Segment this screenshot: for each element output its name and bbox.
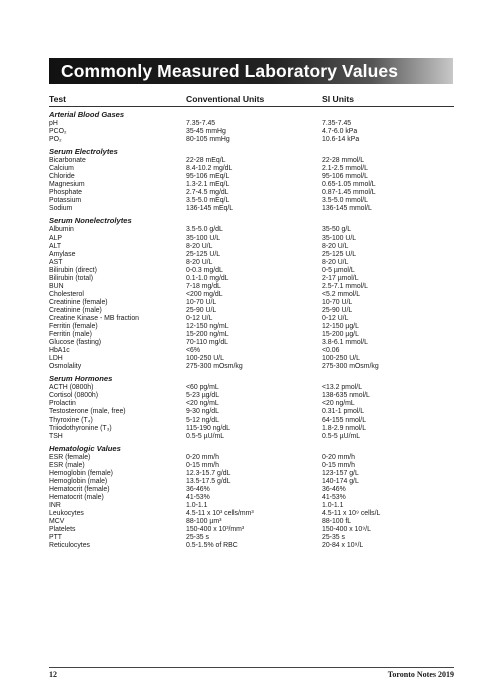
section: [49, 444, 454, 551]
si-value: 41-53%: [322, 493, 346, 501]
table-row: [49, 205, 454, 213]
si-value: 3.5-5.0 mmol/L: [322, 197, 368, 205]
table-row: [49, 283, 454, 291]
source-label: Toronto Notes 2019: [387, 670, 454, 679]
test-name: Bilirubin (total): [49, 274, 94, 282]
page-title: Commonly Measured Laboratory Values: [61, 60, 399, 81]
conventional-value: 3.5-5.0 g/dL: [186, 226, 223, 234]
conventional-value: 150-400 x 10³/mm³: [186, 526, 245, 534]
test-name: Ferritin (female): [49, 323, 98, 331]
table-row: [49, 363, 454, 371]
test-name: HbA1c: [49, 347, 70, 355]
table-row: [49, 526, 454, 534]
si-value: <20 ng/mL: [322, 400, 355, 408]
test-name: INR: [49, 501, 61, 509]
table-row: [49, 425, 454, 433]
conventional-value: 5-12 ng/dL: [186, 416, 219, 424]
table-row: [49, 470, 454, 478]
test-name: ACTH (0800h): [49, 384, 94, 392]
conventional-value: 1.3-2.1 mEq/L: [186, 181, 230, 189]
table-row: [49, 400, 454, 408]
table-row: [49, 299, 454, 307]
table-row: [49, 251, 454, 259]
test-name: Testosterone (male, free): [49, 408, 126, 416]
table-row: [49, 165, 454, 173]
test-name: PTT: [49, 534, 63, 542]
table-row: [49, 197, 454, 205]
test-name: PCO₂: [49, 128, 67, 136]
table-row: [49, 181, 454, 189]
table-row: [49, 408, 454, 416]
si-value: 0-20 mm/h: [322, 453, 355, 461]
conventional-value: 7-18 mg/dL: [186, 282, 221, 290]
si-value: 0-15 mm/h: [322, 461, 355, 469]
conventional-value: 136-145 mEq/L: [186, 205, 234, 213]
si-value: 0.31-1 pmol/L: [322, 408, 365, 416]
test-name: Leukocytes: [49, 509, 84, 517]
table-row: [49, 128, 454, 136]
test-name: Cholesterol: [49, 290, 84, 298]
si-value: 15-200 µg/L: [322, 331, 359, 339]
test-name: pH: [49, 120, 58, 127]
section: [49, 147, 454, 213]
test-name: PO₂: [49, 136, 62, 144]
test-name: Bilirubin (direct): [49, 266, 97, 274]
si-value: 3.8-6.1 mmol/L: [322, 339, 368, 347]
conventional-value: 5-23 µg/dL: [186, 392, 220, 400]
test-name: Triiodothyronine (T₃): [49, 424, 112, 432]
conventional-value: 0.5-5 µU/mL: [186, 432, 225, 440]
si-value: 25-35 s: [322, 534, 345, 542]
table-row: [49, 518, 454, 526]
test-name: Bicarbonate: [49, 157, 86, 165]
si-value: 7.35-7.45: [322, 120, 352, 127]
si-value: 95-106 mmol/L: [322, 173, 368, 181]
test-name: Hemoglobin (female): [49, 469, 113, 477]
section-title: Serum Hormones: [49, 374, 113, 384]
conventional-value: <200 mg/dL: [186, 290, 223, 298]
test-name: Potassium: [49, 197, 82, 205]
conventional-value: 12.3-15.7 g/dL: [186, 469, 231, 477]
conventional-value: 10-70 U/L: [186, 298, 217, 306]
conventional-value: 0.5-1.5% of RBC: [186, 542, 238, 550]
test-name: ALT: [49, 242, 62, 250]
test-name: Ferritin (male): [49, 331, 92, 339]
table-row: [49, 136, 454, 144]
table-row: [49, 392, 454, 400]
test-name: Magnesium: [49, 181, 85, 189]
section-title: Serum Electrolytes: [49, 147, 118, 157]
si-value: 4.5-11 x 10⁹ cells/L: [322, 509, 381, 517]
conventional-value: 22-28 mEq/L: [186, 157, 226, 165]
si-value: 1.0-1.1: [322, 501, 344, 509]
si-value: 88-100 fL: [322, 518, 352, 526]
test-name: Creatine Kinase - MB fraction: [49, 314, 139, 322]
table-row: [49, 307, 454, 315]
conventional-value: 0-15 mm/h: [186, 461, 219, 469]
si-value: 0-12 U/L: [322, 314, 349, 322]
test-name: ESR (male): [49, 461, 85, 469]
table-row: [49, 267, 454, 275]
si-value: <0.06: [322, 347, 340, 355]
si-value: 0.5-5 µU/mL: [322, 432, 361, 440]
test-name: Creatinine (male): [49, 306, 102, 314]
si-value: 20-84 x 10⁹/L: [322, 542, 364, 550]
conventional-value: 41-53%: [186, 493, 210, 501]
si-value: 22-28 mmol/L: [322, 157, 365, 165]
conventional-value: 0.1-1.0 mg/dL: [186, 274, 229, 282]
si-value: 0.87-1.45 mmol/L: [322, 189, 376, 197]
section: [49, 110, 454, 144]
si-value: 10.6-14 kPa: [322, 136, 360, 144]
si-value: 35-100 U/L: [322, 234, 357, 242]
table-row: [49, 331, 454, 339]
table-row: [49, 275, 454, 283]
section-title: Hematologic Values: [49, 443, 121, 453]
page-number: 12: [49, 670, 57, 679]
conventional-value: 12-150 ng/mL: [186, 323, 229, 331]
si-value: 275-300 mOsm/kg: [322, 363, 379, 371]
section-title: Arterial Blood Gases: [49, 110, 125, 119]
conventional-value: <6%: [186, 347, 200, 355]
conventional-value: 115-190 ng/dL: [186, 424, 230, 432]
si-value: 12-150 µg/L: [322, 323, 359, 331]
conventional-value: 88-100 µm³: [186, 518, 222, 526]
si-value: 64-155 nmol/L: [322, 416, 367, 424]
conventional-value: 8-20 U/L: [186, 258, 213, 266]
section: [49, 216, 454, 371]
table-row: [49, 235, 454, 243]
table-row: [49, 291, 454, 299]
test-name: MCV: [49, 518, 65, 526]
si-value: 150-400 x 10⁹/L: [322, 526, 371, 534]
si-value: 138-635 nmol/L: [322, 392, 370, 400]
conventional-value: <60 pg/mL: [186, 384, 219, 392]
footer-divider: [49, 667, 454, 668]
table-row: [49, 542, 454, 550]
test-name: Chloride: [49, 173, 75, 181]
si-value: 136-145 mmol/L: [322, 205, 372, 213]
conventional-value: 70-110 mg/dL: [186, 339, 229, 347]
si-value: <13.2 pmol/L: [322, 384, 363, 392]
test-name: ALP: [49, 234, 63, 242]
test-name: Phosphate: [49, 189, 82, 197]
test-name: Amylase: [49, 250, 76, 258]
conventional-value: 36-46%: [186, 485, 210, 493]
conventional-value: 100-250 U/L: [186, 355, 224, 363]
conventional-value: 1.0-1.1: [186, 501, 208, 509]
table-row: [49, 189, 454, 197]
conventional-value: 8-20 U/L: [186, 242, 213, 250]
test-name: Creatinine (female): [49, 298, 108, 306]
test-name: Thyroxine (T₄): [49, 416, 93, 424]
table-row: [49, 433, 454, 441]
title-banner: [49, 58, 453, 84]
test-name: Sodium: [49, 205, 73, 213]
table-row: [49, 417, 454, 425]
conventional-value: 7.35-7.45: [186, 120, 216, 127]
header-divider: [49, 106, 454, 107]
test-name: ESR (female): [49, 453, 91, 461]
conventional-value: 9-30 ng/dL: [186, 408, 219, 416]
test-name: Calcium: [49, 165, 74, 173]
si-value: 2.5-7.1 mmol/L: [322, 282, 368, 290]
test-name: Glucose (fasting): [49, 339, 102, 347]
conventional-value: 15-200 ng/mL: [186, 331, 229, 339]
column-header-si-units: SI Units: [322, 94, 354, 104]
table-row: [49, 462, 454, 470]
si-value: 2.1-2.5 mmol/L: [322, 165, 368, 173]
table-row: [49, 157, 454, 165]
si-value: 140-174 g/L: [322, 477, 359, 485]
conventional-value: 13.5-17.5 g/dL: [186, 477, 231, 485]
conventional-value: 25-90 U/L: [186, 306, 217, 314]
conventional-value: 35-45 mmHg: [186, 128, 226, 136]
test-name: Hemoglobin (male): [49, 477, 108, 485]
si-value: 36-46%: [322, 485, 346, 493]
si-value: 35-50 g/L: [322, 226, 352, 234]
test-name: Platelets: [49, 526, 76, 534]
table-row: [49, 315, 454, 323]
conventional-value: 25-125 U/L: [186, 250, 221, 258]
table-row: [49, 494, 454, 502]
table-row: [49, 339, 454, 347]
si-value: 100-250 U/L: [322, 355, 360, 363]
conventional-value: 275-300 mOsm/kg: [186, 363, 243, 371]
section: [49, 374, 454, 440]
conventional-value: 8.4-10.2 mg/dL: [186, 165, 233, 173]
table-row: [49, 355, 454, 363]
si-value: 2-17 µmol/L: [322, 274, 359, 282]
si-value: 10-70 U/L: [322, 298, 353, 306]
table-row: [49, 347, 454, 355]
test-name: BUN: [49, 282, 64, 290]
table-row: [49, 173, 454, 181]
lab-values-table: [49, 110, 454, 553]
table-row: [49, 259, 454, 267]
conventional-value: 35-100 U/L: [186, 234, 221, 242]
test-name: Hematocrit (male): [49, 493, 104, 501]
si-value: 4.7-6.0 kPa: [322, 128, 358, 136]
table-row: [49, 323, 454, 331]
test-name: Reticulocytes: [49, 542, 90, 550]
table-row: [49, 502, 454, 510]
si-value: 123-157 g/L: [322, 469, 359, 477]
si-value: 25-90 U/L: [322, 306, 353, 314]
conventional-value: 0-0.3 mg/dL: [186, 266, 223, 274]
section-title: Serum Nonelectrolytes: [49, 216, 132, 226]
table-row: [49, 226, 454, 234]
conventional-value: 25-35 s: [186, 534, 209, 542]
test-name: AST: [49, 258, 63, 266]
si-value: 0.65-1.05 mmol/L: [322, 181, 376, 189]
column-header-test: Test: [49, 94, 67, 104]
si-value: 1.8-2.9 nmol/L: [322, 424, 367, 432]
test-name: Cortisol (0800h): [49, 392, 99, 400]
test-name: Albumin: [49, 226, 74, 234]
test-name: Osmolality: [49, 363, 82, 371]
conventional-value: 0-20 mm/h: [186, 453, 219, 461]
table-row: [49, 510, 454, 518]
conventional-value: 3.5-5.0 mEq/L: [186, 197, 230, 205]
column-header-conventional-units: Conventional Units: [186, 94, 265, 104]
si-value: <5.2 mmol/L: [322, 290, 361, 298]
test-name: TSH: [49, 432, 63, 440]
conventional-value: <20 ng/mL: [186, 400, 219, 408]
conventional-value: 95-106 mEq/L: [186, 173, 230, 181]
si-value: 8-20 U/L: [322, 258, 349, 266]
table-row: [49, 478, 454, 486]
conventional-value: 2.7-4.5 mg/dL: [186, 189, 229, 197]
conventional-value: 80-105 mmHg: [186, 136, 230, 144]
test-name: Hematocrit (female): [49, 485, 110, 493]
si-value: 0-5 µmol/L: [322, 266, 355, 274]
conventional-value: 4.5-11 x 10³ cells/mm³: [186, 509, 254, 517]
test-name: Prolactin: [49, 400, 76, 408]
table-row: [49, 454, 454, 462]
si-value: 25-125 U/L: [322, 250, 357, 258]
conventional-value: 0-12 U/L: [186, 314, 213, 322]
table-row: [49, 486, 454, 494]
si-value: 8-20 U/L: [322, 242, 349, 250]
test-name: LDH: [49, 355, 63, 363]
table-row: [49, 120, 454, 128]
table-row: [49, 384, 454, 392]
table-row: [49, 243, 454, 251]
table-row: [49, 534, 454, 542]
